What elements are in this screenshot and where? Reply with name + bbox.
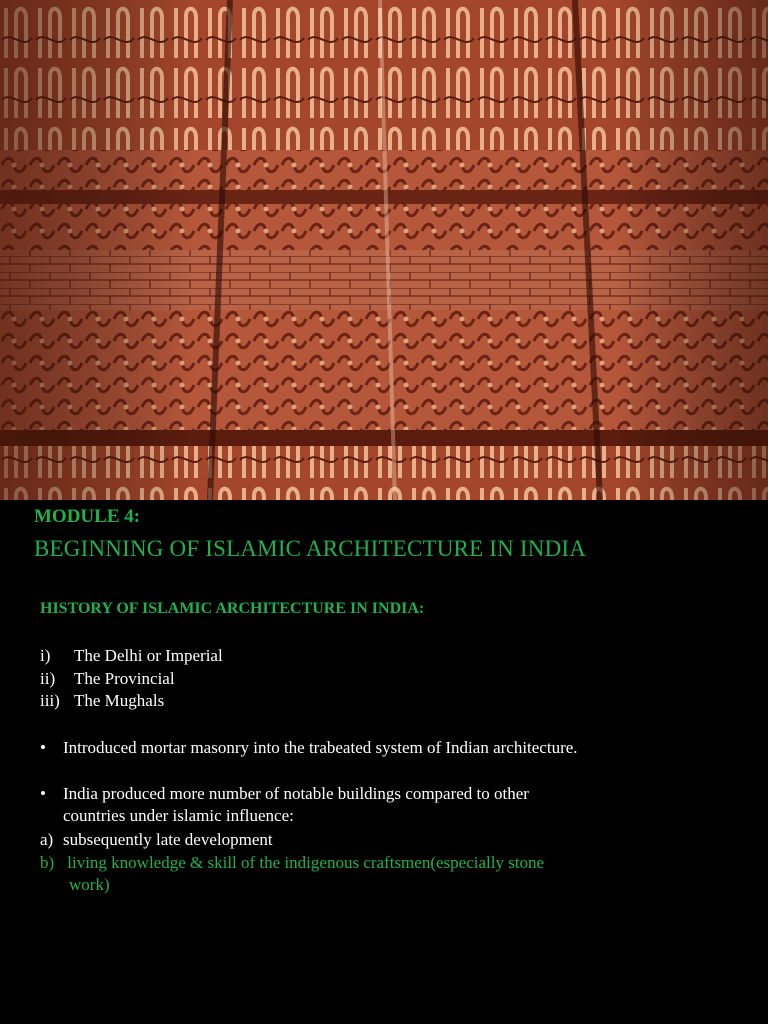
bullet-icon: • (40, 738, 46, 757)
carved-sandstone-minaret-icon (0, 0, 768, 500)
minaret-photo (0, 0, 768, 500)
reason-line: subsequently late development (63, 830, 273, 849)
module-title: BEGINNING OF ISLAMIC ARCHITECTURE IN INDIA (34, 536, 587, 561)
bullet-line: India produced more number of notable buildings compared to other (63, 784, 529, 803)
bullet-text (63, 783, 529, 827)
reason-letter: b) (40, 853, 55, 872)
list-number: ii) (40, 668, 56, 688)
bullet-icon: • (40, 784, 46, 803)
list-text: The Provincial (74, 668, 175, 688)
bullet-line: Introduced mortar masonry into the trabeated system of Indian architecture. (63, 738, 578, 757)
list-text: The Mughals (74, 691, 165, 710)
list-text: The Delhi or Imperial (74, 646, 223, 665)
reason-text (63, 829, 273, 851)
reason-letter: a) (40, 830, 54, 849)
reason-text (63, 852, 544, 896)
module-label: MODULE 4: (34, 506, 141, 527)
reason-line: living knowledge & skill of the indigenous craftsmen(especially stone (63, 853, 545, 872)
history-heading: HISTORY OF ISLAMIC ARCHITECTURE IN INDIA: (40, 600, 425, 617)
bullet-text (63, 737, 578, 759)
reason-line: work) (69, 875, 110, 894)
bullet-line: countries under islamic influence: (63, 806, 294, 825)
list-number: iii) (40, 691, 60, 710)
list-number: i) (40, 646, 51, 665)
